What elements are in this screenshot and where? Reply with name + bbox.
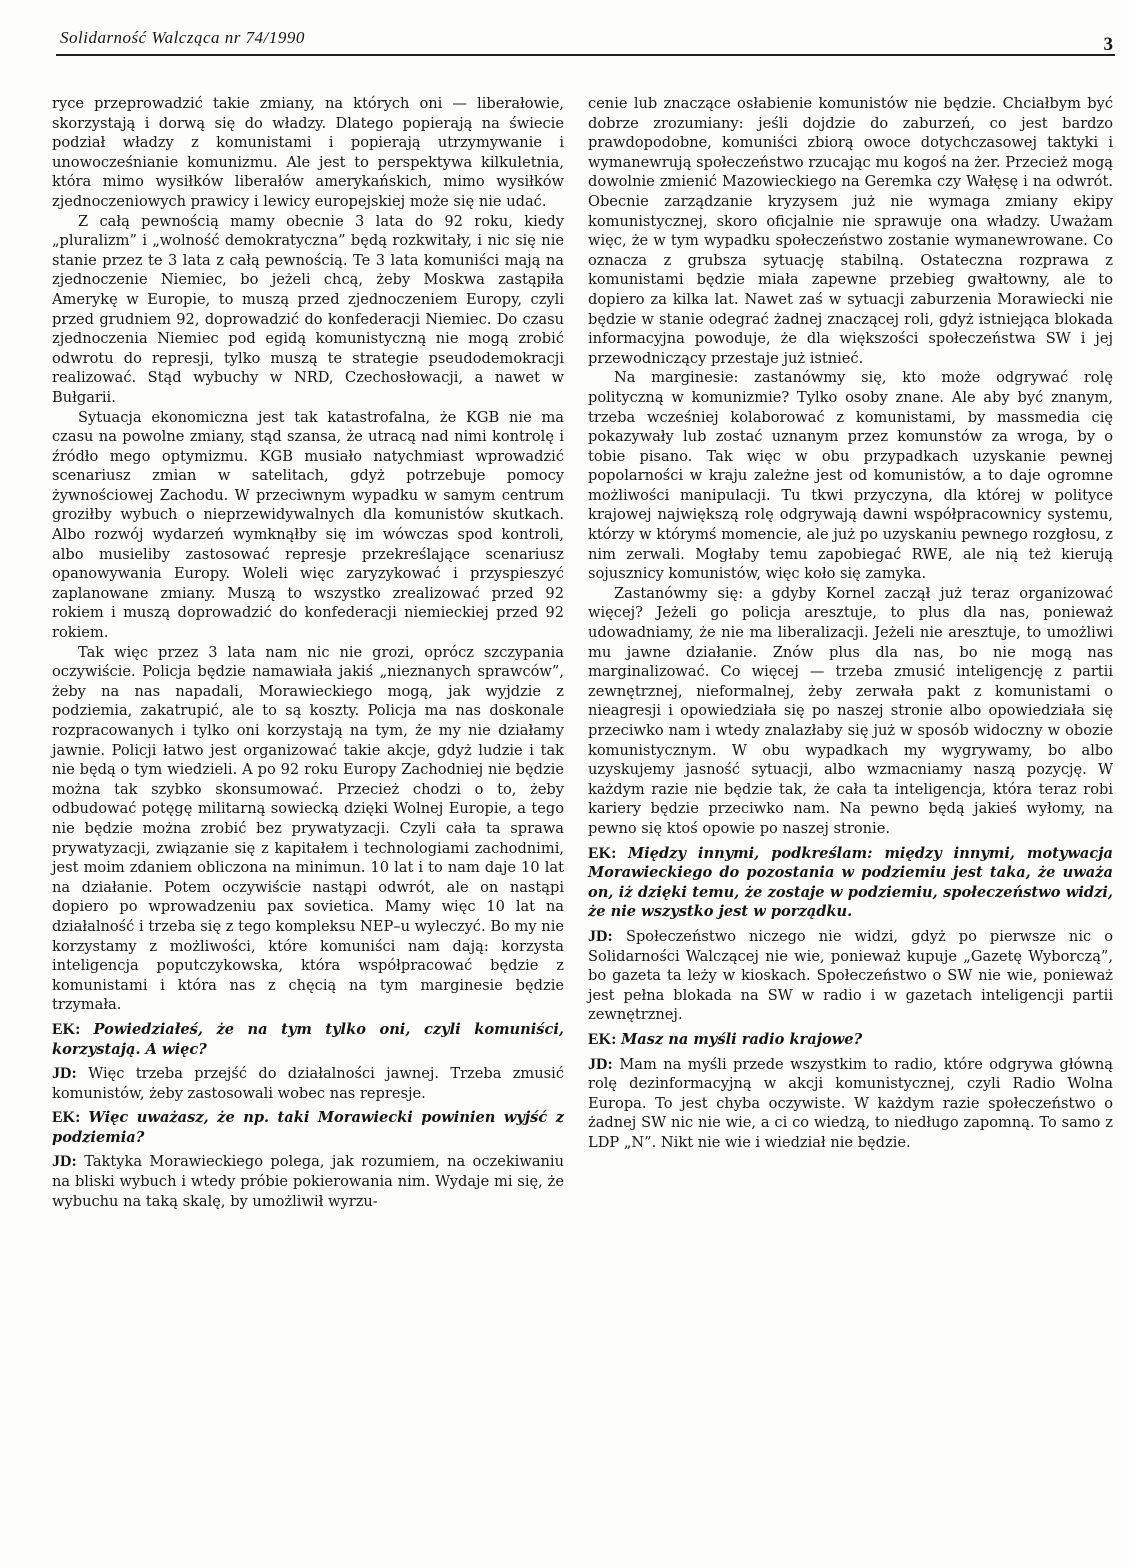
body-paragraph: Tak więc przez 3 lata nam nic nie grozi, oprócz szczypania oczywiście. Policja będzie namawiała jakiś „nieznanych sprawców”, żeby na nas napadali, Morawieckiego mogą, jak wyjdzie z podziemia, zakatrupić, ale to są koszty. Policja ma nas doskonale rozpracowanych i tylko oni korzystają na tym, że my nie działamy jawnie. Policji łatwo jest organizować takie akcje, gdyż ludzie i tak nie będą o tym wiedzieli. A po 92 roku Europy Zachodniej nie będzie można tak szybko skonsumować. Przecież chodzi o to, żeby odbudować potęgę militarną sowiecką dzięki Wolnej Europie, a tego nie będzie można zrobić bez prywatyzacji. Czyli cała ta sprawa prywatyzacji, związanie się z kapitałem i technologiami zachodnimi, jest moim zdaniem obliczona na minimun. 10 lat i to nam daje 10 lat na działanie. Potem oczywiście nastąpi odwrót, ale on nastąpi dopiero po wprowadzeniu pax sovietica. Mamy więc 10 lat na działalność i trzeba się z tego kompleksu NEP–u wyleczyć. Bo my nie korzystamy z możliwości, które komuniści nam dają: korzysta inteligencja poputczykowska, która współpracować będzie z komunistami i która nas z chęcią na tym marginesie będzie trzymała.: [52, 643, 564, 1014]
page-number: 3: [1103, 34, 1113, 55]
body-paragraph: ryce przeprowadzić takie zmiany, na których oni — liberałowie, skorzystają i dorwą się do władzy. Dlatego popierają na świecie podział władzy z komunistami i popierają utrzymywanie i unowocześnianie komunizmu. Ale jest to perspektywa kilkuletnia, która mimo wysiłków liberałów amerykańskich, mimo wysiłków zjednoczeniowych prawicy i lewicy europejskiej może się nie udać.: [52, 95, 564, 210]
question-text: Więc uważasz, że np. taki Morawiecki powinien wyjść z podziemia?: [52, 1109, 564, 1146]
speaker-label: JD:: [588, 1055, 613, 1073]
speaker-label: EK:: [588, 1030, 617, 1048]
speaker-label: JD:: [52, 1153, 77, 1171]
body-paragraph: Zastanówmy się: a gdyby Kornel zaczął już teraz organizować więcej? Jeżeli go policja aresztuje, to plus dla nas, ponieważ udowadniamy, że nie ma liberalizacji. Jeżeli nie aresztuje, to umożliwi mu jawne działanie. Znów plus dla nas, bo nie mogą nas marginalizować. Co więcej — trzeba zmusić inteligencję z partii zewnętrznej, nieformalnej, żeby zerwała pakt z komunistami o nieagresji i opowiedziała się po naszej stronie albo opowiedziała się przeciwko nam i wtedy znalazłaby się już w sposób widoczny w obozie komunistycznym. W obu wypadkach my wygrywamy, bo albo uzyskujemy jasność sytuacji, albo wzmacniamy naszą pozycję. W każdym razie nie będzie tak, że cała ta inteligencja, która teraz robi kariery będzie przeciwko nam. Na pewno będą jakieś wyłomy, na pewno się ktoś opowie po naszej stronie.: [588, 584, 1113, 837]
left-column: [52, 94, 564, 1211]
running-header: [56, 20, 1115, 56]
interview-answer: [52, 1152, 564, 1211]
interview-question: [52, 1020, 564, 1059]
interview-question: [52, 1108, 564, 1147]
body-paragraph: Z całą pewnością mamy obecnie 3 lata do 92 roku, kiedy „pluralizm” i „wolność demokratyczna” będą rozkwitały, i nic się nie stanie przez te 3 lata z całą pewnością. Te 3 lata komuniści mają na zjednoczenie Niemiec, bo jeżeli chcą, żeby Moskwa zastąpiła Amerykę w Europie, to muszą przed zjednoczeniem Europy, czyli przed grudniem 92, doprowadzić do konfederacji Niemiec. Do czasu zjednoczenia Niemiec pod egidą komunistyczną nie mogą zrobić odwrotu do represji, tylko muszą te strategie pseudodemokracji realizować. Stąd wybuchy w NRD, Czechosłowacji, a nawet w Bułgarii.: [52, 212, 564, 406]
answer-text: Więc trzeba przejść do działalności jawnej. Trzeba zmusić komunistów, żeby zastosowali wobec nas represje.: [52, 1065, 564, 1102]
interview-question: [588, 844, 1113, 922]
body-paragraph: Sytuacja ekonomiczna jest tak katastrofalna, że KGB nie ma czasu na powolne zmiany, stąd szansa, że utracą nad nimi kontrolę i źródło mego optymizmu. KGB musiało natychmiast wprowadzić scenariusz zmian w satelitach, gdyż potrzebuje pomocy żywnościowej Zachodu. W przeciwnym wypadku w samym centrum groziłby wybuch o nieprzewidywalnych dla komunistów skutkach. Albo rozwój wydarzeń wymknąłby się im wówczas spod kontroli, albo musieliby zastosować represje przekreślające scenariusz opanowywania Europy. Woleli więc zaryzykować i przyspieszyć zaplanowane zmiany. Muszą to wszystko zrealizować przed 92 rokiem i muszą doprowadzić do konfederacji niemieckiej przed 92 rokiem.: [52, 408, 564, 642]
answer-text: Taktyka Morawieckiego polega, jak rozumiem, na oczekiwaniu na bliski wybuch i wtedy próbie pokierowania nim. Wydaje mi się, że wybuchu na taką skalę, by umożliwił wyrzu-: [52, 1153, 564, 1210]
question-text: Między innymi, podkreślam: między innymi, motywacja Morawieckiego do pozostania w podziemiu jest taka, że uważa on, iż dzięki temu, że zostaje w podziemiu, społeczeństwo widzi, że nie wszystko jest w porządku.: [588, 844, 1113, 921]
right-column: [588, 94, 1113, 1152]
interview-question: [588, 1030, 1113, 1050]
body-paragraph: cenie lub znaczące osłabienie komunistów nie będzie. Chciałbym być dobrze zrozumiany: jeśli dojdzie do zaburzeń, co jest bardzo prawdopodobne, komuniści zbiorą owoce dotychczasowej taktyki i wymanewrują społeczeństwo rzucając mu kogoś na żer. Przecież mogą dowolnie zmienić Mazowieckiego na Geremka czy Wałęsę i na odwrót. Obecnie zarządzanie kryzysem już nie wymaga zmiany ekipy komunistycznej, skoro oficjalnie nie sprawuje ona władzy. Uważam więc, że w tym wypadku społeczeństwo zostanie wymanewrowane. Co oznacza z grubsza sytuację stabilną. Ostateczna rozprawa z komunistami będzie miała zapewne przebieg gwałtowny, ale to dopiero za kilka lat. Nawet zaś w sytuacji zaburzenia Morawiecki nie będzie w stanie odegrać żadnej znaczącej roli, gdyż istniejąca blokada informacyjna powoduje, że dla większości społeczeństwa SW i jej przewodniczący przestaje już istnieć.: [588, 95, 1113, 367]
speaker-label: JD:: [52, 1065, 77, 1083]
answer-text: Mam na myśli przede wszystkim to radio, które odgrywa główną rolę dezinformacyjną w akcji komunistycznej, czyli Radio Wolna Europa. To jest chyba oczywiste. W każdym razie społeczeństwo o żadnej SW nic nie wie, a ci co wiedzą, to niedługo zapomną. To samo z LDP „N”. Nikt nie wie i wiedział nie będzie.: [588, 1055, 1113, 1151]
interview-answer: [52, 1064, 564, 1103]
body-paragraph: Na marginesie: zastanówmy się, kto może odgrywać rolę polityczną w komunizmie? Tylko osoby znane. Ale aby być znanym, trzeba wcześniej kolaborować z komunistami, by massmedia cię pokazywały lub zostać uznanym przez komunstów za wroga, by o tobie pisano. Tak więc w obu przypadkach uzyskanie pewnej popolarności w kraju zależne jest od komunistów, a to daje ogromne możliwości manipulacji. Tu tkwi przyczyna, dla której w polityce krajowej największą rolę odgrywają dawni współpracownicy systemu, którzy w którymś momencie, ale już po uzyskaniu pewnego rozgłosu, z nim zerwali. Mogłaby temu zapobiegać RWE, ale nią też kierują sojusznicy komunistów, więc koło się zamyka.: [588, 369, 1113, 583]
publication-title: Solidarność Walcząca nr 74/1990: [60, 28, 305, 47]
speaker-label: EK:: [52, 1020, 81, 1038]
speaker-label: EK:: [588, 844, 617, 862]
interview-answer: [588, 1055, 1113, 1153]
question-text: Masz na myśli radio krajowe?: [621, 1030, 863, 1048]
answer-text: Społeczeństwo niczego nie widzi, gdyż po pierwsze nic o Solidarności Walczącej nie wie, ponieważ kupuje „Gazetę Wyborczą”, bo gazeta ta leży w kioskach. Społeczeństwo o SW nie wie, ponieważ jest pełna blokada na SW w radio i w gazetach inteligencji partii zewnętrznej.: [588, 927, 1113, 1024]
question-text: Powiedziałeś, że na tym tylko oni, czyli komuniści, korzystają. A więc?: [52, 1020, 564, 1058]
interview-answer: [588, 927, 1113, 1025]
speaker-label: JD:: [588, 927, 613, 945]
speaker-label: EK:: [52, 1109, 81, 1127]
